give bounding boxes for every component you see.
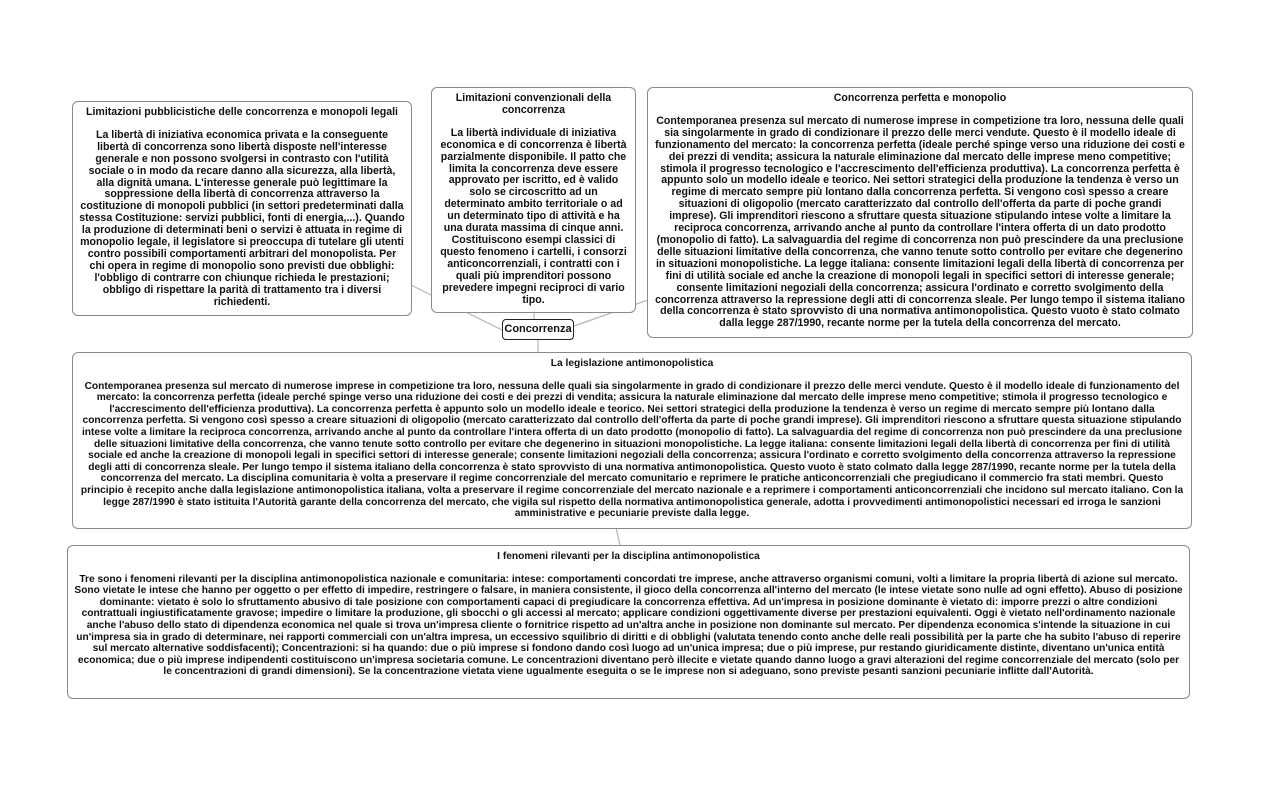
node-title: Limitazioni convenzionali della concorrenza [455,92,612,116]
node-text: La libertà di iniziativa economica privata e la conseguente libertà di concorrenza sono libertà disposte nell'interesse generale e non possono svolgersi in contrasto con l'utilità sociale o in modo da recare danno alla sicurezza, alla libertà, alla dignità umana. L'interesse generale può legittimare la soppressione della libertà di concorrenza attraverso la costituzione di monopoli pubblici (in settori predeterminati dalla stessa Costituzione: servizi pubblici, fonti di energia,...). Quando la produzione di determinati beni o servizi è attuata in regime di monopolio legale, il legislatore si preoccupa di tutelare gli utenti contro possibili comportamenti arbitrari del monopolista. Per chi opera in regime di monopolio sono previsti due obblighi: l'obbligo di contrarre con chiunque richieda le prestazioni; obbligo di rispettare la parità di trattamento tra i diversi richiedenti. [79,128,405,308]
node-title: I fenomeni rilevanti per la disciplina antimonopolistica [497,551,760,562]
root-node-concorrenza[interactable]: Concorrenza [502,319,574,340]
link-legislation-phenomena [616,528,620,545]
node-text: Tre sono i fenomeni rilevanti per la disciplina antimonopolistica nazionale e comunitaria: intese: comportamenti concordati tre imprese, anche attraverso organismi comuni, volti a limitare la propria libertà di azione sul mercato. Sono vietate le intese che hanno per oggetto o per effetto di impedire, restringere o falsare, in maniera consistente, il gioco della concorrenza all'interno del mercato (le intese vietate sono nulle ad ogni effetto). Abuso di posizione dominante: vietato è solo lo sfruttamento abusivo di tale posizione con comportamenti capaci di pregiudicare la concorrenza effettiva. Ad un'impresa in posizione dominante è vietato di: imporre prezzi o altre condizioni contrattuali ingiustificatamente gravose; impedire o limitare la produzione, gli sbocchi o gli accessi al mercato; applicare condizioni oggettivamente diverse per prestazioni equivalenti. Oggi è vietato nell'ordinamento nazionale anche l'abuso dello stato di dipendenza economica nel quale si trova un'impresa cliente o fornitrice rispetto ad un'altra anche in posizione non dominante sul mercato. Per dipendenza economica s'intende la situazione in cui un'impresa sia in grado di determinare, nei rapporti commerciali con un'altra impresa, un eccessivo squilibrio di diritti e di obblighi (valutata tenendo conto anche delle reali possibilità per la parte che ha subito l'abuso di reperire sul mercato alternative soddisfacenti); Concentrazioni: si ha quando: due o più imprese si fondono dando così luogo ad un'unica impresa; due o più imprese, pur restando giuridicamente distinte, diventano un'unica entità economica; due o più imprese indipendenti costituiscono un'impresa societaria comune. Le concentrazioni diventano però illecite e vietate quando danno luogo a gravi alterazioni del regime concorrenziale del mercato (solo per le concentrazioni di grandi dimensioni). Se la concentrazione vietata viene ugualmente eseguita o se le imprese non si adeguano, sono previste pesanti sanzioni pecuniarie inflitte dall'Autorità. [74,573,1183,678]
node-fenomeni-rilevanti[interactable] [67,545,1190,699]
node-legislazione-antimonopolistica[interactable] [72,352,1192,529]
node-text: La libertà individuale di iniziativa economica e di concorrenza è libertà parzialmente disponibile. Il patto che limita la concorrenza deve essere approvato per iscritto, ed è valido solo se circoscritto ad un determinato ambito territoriale o ad un determinato tipo di attività e ha una durata massima di cinque anni. Costituiscono esempi classici di questo fenomeno i cartelli, i consorzi anticoncorrenziali, i contratti con i quali più imprenditori possono prevedere impegni reciproci di vario tipo. [440,126,627,306]
node-text: Contemporanea presenza sul mercato di numerose imprese in competizione tra loro, nessuna delle quali sia singolarmente in grado di condizionare il prezzo delle merci vendute. Questo è il modello ideale di funzionamento del mercato: la concorrenza perfetta (ideale perché spinge verso una riduzione dei costi e dei prezzi di vendita; assicura la naturale eliminazione dal mercato delle imprese meno competitive; stimola il progresso tecnologico e l'accrescimento dell'efficienza produttiva). La concorrenza perfetta è appunto solo un modello ideale e teorico. Nei settori strategici della produzione la tendenza è verso un regime di mercato sempre più lontano dalla concorrenza perfetta. Si vengono così spesso a creare situazioni di oligopolio (mercato caratterizzato dal controllo dell'offerta da parte di poche grandi imprese). Gli imprenditori riescono a sfruttare questa situazione stipulando intese volte a limitare la reciproca concorrenza, arrivando anche al punto da controllare l'intera offerta di un dato prodotto (monopolio di fatto). La salvaguardia del regime di concorrenza non può prescindere da una preclusione delle situazioni limitative della concorrenza, che vanno tenute sotto controllo per evitare che degenerino in situazioni monopolistiche. La legge italiana: consente limitazioni legali della libertà di concorrenza per fini di utilità sociale ed anche la creazione di monopoli legali in specifici settori di interesse generale; consente limitazioni negoziali della concorrenza; assicura l'ordinato e corretto svolgimento della concorrenza attraverso la repressione degli atti di concorrenza sleale. Per lungo tempo il sistema italiano della concorrenza è stato sprovvisto di una normativa antimonopolistica. Questo vuoto è stato colmato dalla legge 287/1990, recante norme per la tutela della concorrenza del mercato. La disciplina comunitaria è volta a preservare il regime concorrenziale del mercato comunitario e reprimere le pratiche anticoncorrenziali che pregiudicano il commercio fra stati membri. Questo principio è recepito anche dalla legislazione antimonopolistica italiana, volta a preservare il regime concorrenziale del mercato nazionale e a reprimere i comportamenti anticoncorrenziali che incidono sul mercato italiano. Con la legge 287/1990 è stato istituita l'Autorità garante della concorrenza del mercato, che vigila sul rispetto della normativa antimonopolistica generale, adotta i provvedimenti antimonopolistici necessari ed irroga le sanzioni amministrative e pecuniarie previste dalla legge. [80,380,1184,520]
node-text: Contemporanea presenza sul mercato di numerose imprese in competizione tra loro, nessuna delle quali sia singolarmente in grado di condizionare il prezzo delle merci vendute. Questo è il modello ideale di funzionamento del mercato: la concorrenza perfetta (ideale perché spinge verso una riduzione dei costi e dei prezzi di vendita; assicura la naturale eliminazione dal mercato delle imprese meno competitive; stimola il progresso tecnologico e l'accrescimento dell'efficienza produttiva). La concorrenza perfetta è appunto solo un modello ideale e teorico. Nei settori strategici della produzione la tendenza è verso un regime di mercato sempre più lontano dalla concorrenza perfetta. Si vengono così spesso a creare situazioni di oligopolio (mercato caratterizzato dal controllo dell'offerta da parte di poche grandi imprese). Gli imprenditori riescono a sfruttare questa situazione stipulando intese volte a limitare la reciproca concorrenza, arrivando anche al punto da controllare l'intera offerta di un dato prodotto (monopolio di fatto). La salvaguardia del regime di concorrenza non può prescindere da una preclusione delle situazioni limitative della concorrenza, che vanno tenute sotto controllo per evitare che degenerino in situazioni monopolistiche. La legge italiana: consente limitazioni legali della libertà di concorrenza per fini di utilità sociale ed anche la creazione di monopoli legali in specifici settori di interesse generale; consente limitazioni negoziali della concorrenza; assicura l'ordinato e corretto svolgimento della concorrenza attraverso la repressione degli atti di concorrenza sleale. Per lungo tempo il sistema italiano della concorrenza è stato sprovvisto di una normativa antimonopolistica. Questo vuoto è stato colmato dalla legge 287/1990, recante norme per la tutela della concorrenza del mercato. [655,114,1185,330]
node-concorrenza-perfetta[interactable] [647,87,1193,338]
node-limitazioni-convenzionali[interactable] [431,87,636,313]
node-limitazioni-pubblicistiche[interactable] [72,101,412,316]
node-title: Limitazioni pubblicistiche delle concorrenza e monopoli legali [86,106,398,118]
node-title: Concorrenza perfetta e monopolio [833,92,1007,104]
node-title: La legislazione antimonopolistica [550,358,714,369]
